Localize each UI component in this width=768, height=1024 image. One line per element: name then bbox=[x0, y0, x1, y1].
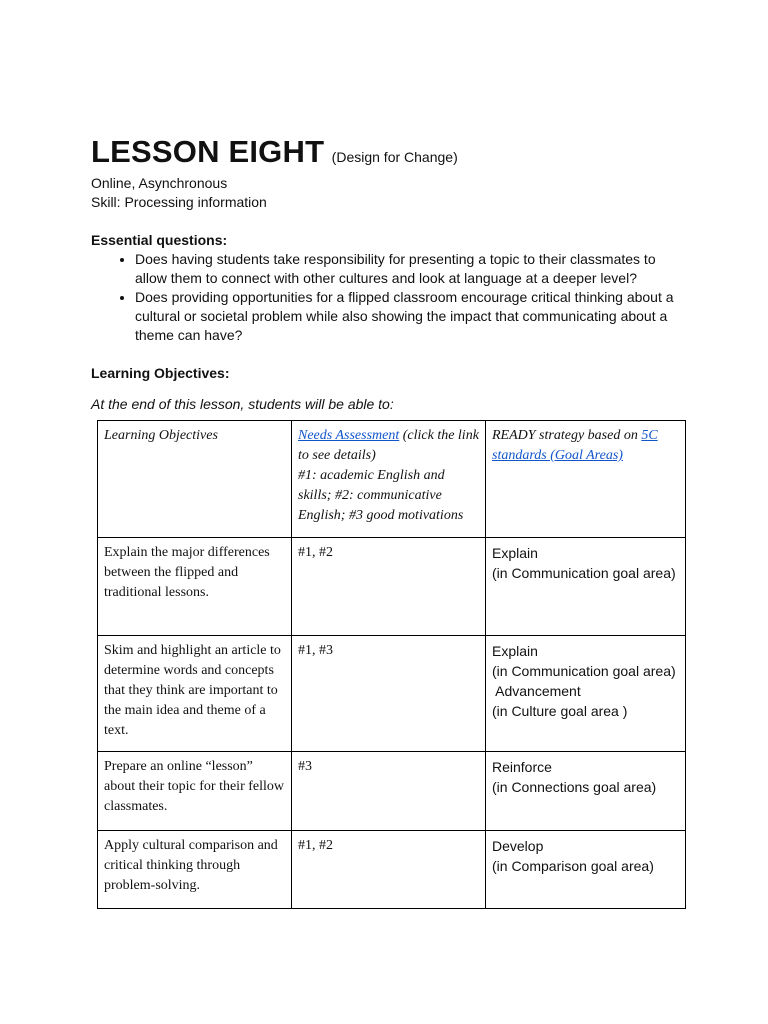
strategy-cell bbox=[486, 831, 686, 909]
strategy-line: Advancement bbox=[492, 683, 581, 699]
lesson-subtitle: (Design for Change) bbox=[331, 149, 458, 165]
table-row bbox=[98, 636, 686, 752]
5c-standards-link[interactable]: 5C standards (Goal Areas) bbox=[492, 428, 658, 463]
needs-cell: #1, #2 bbox=[292, 831, 486, 909]
header-cell-objectives bbox=[98, 421, 292, 538]
strategy-line: Reinforce bbox=[492, 759, 552, 775]
needs-cell: #1, #2 bbox=[292, 538, 486, 636]
strategy-line: Explain bbox=[492, 643, 538, 659]
essential-questions-list bbox=[91, 250, 691, 345]
objectives-table bbox=[97, 420, 686, 909]
strategy-line: Develop bbox=[492, 838, 544, 854]
objective-cell: Apply cultural comparison and critical thinking through problem-solving. bbox=[98, 831, 292, 909]
header-objectives-label: Learning Objectives bbox=[104, 428, 218, 443]
strategy-header-label: READY strategy based on bbox=[492, 428, 642, 443]
table-header-row bbox=[98, 421, 686, 538]
table-row bbox=[98, 538, 686, 636]
objective-cell: Explain the major differences between the flipped and traditional lessons. bbox=[98, 538, 292, 636]
needs-assessment-link[interactable]: Needs Assessment bbox=[298, 428, 400, 443]
lesson-mode: Online, Asynchronous bbox=[91, 175, 228, 191]
lesson-document bbox=[91, 132, 691, 414]
lesson-skill: Skill: Processing information bbox=[91, 194, 267, 210]
needs-assessment-codes: #1: academic English and skills; #2: communicative English; #3 good motivations bbox=[298, 468, 464, 523]
strategy-cell bbox=[486, 752, 686, 831]
essential-questions-heading: Essential questions: bbox=[91, 232, 228, 248]
strategy-cell bbox=[486, 636, 686, 752]
header-cell-strategy bbox=[486, 421, 686, 538]
table-row bbox=[98, 831, 686, 909]
title-row bbox=[91, 132, 691, 172]
objective-cell: Skim and highlight an article to determine words and concepts that they think are important to the main idea and theme of a text. bbox=[98, 636, 292, 752]
needs-assessment-note: (click the link to see details) bbox=[298, 428, 479, 463]
strategy-line: (in Connections goal area) bbox=[492, 779, 657, 795]
essential-question-item: • Does providing opportunities for a flipped classroom encourage critical thinking about a cultural or societal problem while also showing the impact that communicating about a theme can have? bbox=[135, 288, 691, 345]
strategy-line: Explain bbox=[492, 545, 538, 561]
lesson-title: LESSON EIGHT bbox=[91, 134, 325, 169]
table-row bbox=[98, 752, 686, 831]
objective-cell: Prepare an online “lesson” about their topic for their fellow classmates. bbox=[98, 752, 292, 831]
strategy-line: (in Communication goal area) bbox=[492, 565, 676, 581]
strategy-line: (in Culture goal area ) bbox=[492, 703, 628, 719]
learning-objectives-heading: Learning Objectives: bbox=[91, 365, 230, 381]
needs-cell: #1, #3 bbox=[292, 636, 486, 752]
essential-question-item: • Does having students take responsibility for presenting a topic to their classmates to allow them to connect with other cultures and look at language at a deeper level? bbox=[135, 250, 691, 288]
strategy-cell bbox=[486, 538, 686, 636]
header-cell-needs bbox=[292, 421, 486, 538]
needs-cell: #3 bbox=[292, 752, 486, 831]
strategy-line: (in Comparison goal area) bbox=[492, 858, 654, 874]
learning-objectives-intro: At the end of this lesson, students will be able to: bbox=[91, 396, 394, 412]
strategy-line: (in Communication goal area) bbox=[492, 663, 676, 679]
